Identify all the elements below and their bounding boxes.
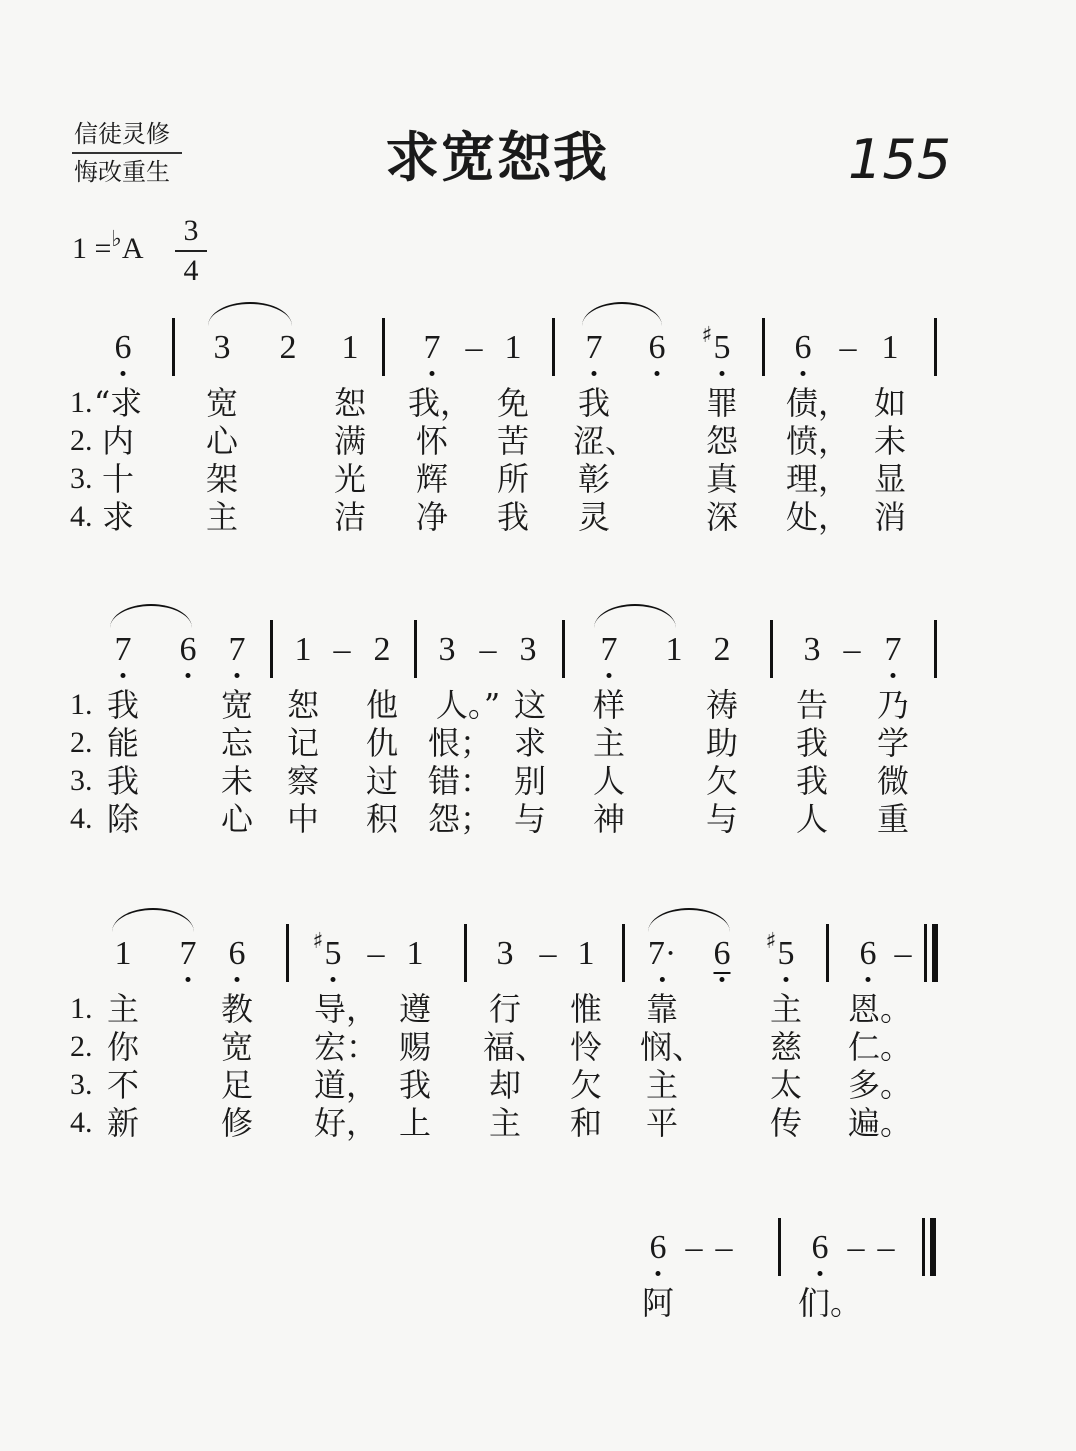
barline [286, 924, 289, 982]
note: 6 [228, 935, 246, 972]
lyric: 好， [313, 1104, 379, 1142]
time-signature-line [175, 250, 207, 252]
lyric: 主 [106, 990, 140, 1028]
lyric: 宽 [220, 1028, 254, 1066]
lyric: 助 [705, 724, 739, 762]
slur [594, 604, 676, 628]
time-signature-bottom: 4 [183, 254, 199, 287]
dash: – [843, 631, 861, 668]
lyric: 罪 [705, 384, 739, 422]
lyric: 净 [415, 498, 449, 536]
lyric: 人 [795, 800, 829, 838]
barline [552, 318, 555, 376]
lyric: 心 [220, 800, 254, 838]
slur [110, 604, 192, 628]
lyric: 我， [407, 384, 473, 422]
lyric: 多。 [847, 1066, 913, 1104]
lyric: 债， [785, 384, 851, 422]
dash: – [465, 329, 483, 366]
verse-number: 1. [70, 386, 93, 419]
verse-number: 2. [70, 726, 93, 759]
lyric: 涩、 [572, 422, 638, 460]
lyric: 辉 [415, 460, 449, 498]
lyric: 慈 [769, 1028, 803, 1066]
lyric: 和 [569, 1104, 603, 1142]
lyric: 上 [398, 1104, 432, 1142]
lyric: 遵 [398, 990, 432, 1028]
dash: – [877, 1229, 895, 1266]
lyric: 怨； [427, 800, 493, 838]
lyric: 我 [106, 686, 140, 724]
lyric: 主 [205, 498, 239, 536]
note: 7 [114, 631, 132, 668]
note: 6 [794, 329, 812, 366]
lyric: 恕 [333, 384, 367, 422]
lyric: 我 [398, 1066, 432, 1104]
lyric: 靠 [645, 990, 679, 1028]
lyric: 阿 [641, 1284, 675, 1322]
note: 7 [585, 329, 603, 366]
note: 2 [713, 631, 731, 668]
note: 3 [438, 631, 456, 668]
flat-sign: ♭ [111, 226, 122, 251]
note: 7 [423, 329, 441, 366]
lyric: 他 [365, 686, 399, 724]
lyric: 与 [513, 800, 547, 838]
hymn-title: 求宽恕我 [385, 126, 609, 189]
lyric: 我 [795, 724, 829, 762]
lyric: 理， [785, 460, 851, 498]
lyric: 主 [488, 1104, 522, 1142]
verse-number: 3. [70, 764, 93, 797]
lyric: 道， [313, 1066, 379, 1104]
lyric: 们。 [797, 1284, 863, 1322]
hymn-number: 155 [848, 128, 952, 191]
verse-number: 4. [70, 1106, 93, 1139]
lyric: 求 [513, 724, 547, 762]
verse-number: 3. [70, 1068, 93, 1101]
note: 6 [859, 935, 877, 972]
lyric: 灵 [577, 498, 611, 536]
final-barline-thin [924, 924, 927, 982]
final-barline-thick [930, 1218, 936, 1276]
dash: – [479, 631, 497, 668]
lyric: “求 [93, 384, 143, 422]
final-barline-thin [922, 1218, 925, 1276]
verse-number: 4. [70, 500, 93, 533]
note: 1 [341, 329, 359, 366]
lyric: 免 [496, 384, 530, 422]
lyric: 记 [286, 724, 320, 762]
note: 1 [665, 631, 683, 668]
lyric: 察 [286, 762, 320, 800]
barline [770, 620, 773, 678]
lyric: 求 [101, 498, 135, 536]
lyric: 能 [106, 724, 140, 762]
barline [172, 318, 175, 376]
lyric: 我 [496, 498, 530, 536]
note: 6 [114, 329, 132, 366]
lyric: 欠 [569, 1066, 603, 1104]
lyric: 神 [592, 800, 626, 838]
barline [934, 620, 937, 678]
key-letter: A [121, 232, 144, 265]
lyric: 重 [876, 800, 910, 838]
note: 3 [213, 329, 231, 366]
lyric: 教 [220, 990, 254, 1028]
verse-number: 3. [70, 462, 93, 495]
lyric: 足 [220, 1066, 254, 1104]
time-signature-top: 3 [183, 214, 199, 247]
lyric: 真 [705, 460, 739, 498]
lyric: 除 [106, 800, 140, 838]
lyric: 心 [205, 422, 239, 460]
barline [934, 318, 937, 376]
sharp-sign: ♯ [765, 929, 777, 954]
lyric: 所 [496, 460, 530, 498]
lyric: 新 [106, 1104, 140, 1142]
final-barline-thick [932, 924, 938, 982]
lyric: 我 [795, 762, 829, 800]
key-prefix: 1 = [72, 232, 112, 265]
lyric: 平 [645, 1104, 679, 1142]
note: 1 [504, 329, 522, 366]
slur [208, 302, 292, 326]
lyric: 愤， [785, 422, 851, 460]
lyric: 与 [705, 800, 739, 838]
lyric: 洁 [333, 498, 367, 536]
lyric: 未 [873, 422, 907, 460]
note: 6 [649, 1229, 667, 1266]
lyric: 我 [577, 384, 611, 422]
note: 6 [648, 329, 666, 366]
lyric: 样 [592, 686, 626, 724]
note: 7· [647, 935, 677, 972]
note: 2 [279, 329, 297, 366]
lyric: 显 [873, 460, 907, 498]
lyric: 错： [427, 762, 493, 800]
lyric: 传 [769, 1104, 803, 1142]
lyric: 这 [513, 686, 547, 724]
lyric: 微 [876, 762, 910, 800]
lyric: 行 [488, 990, 522, 1028]
lyric: 怜 [569, 1028, 603, 1066]
dash: – [839, 329, 857, 366]
verse-number: 4. [70, 802, 93, 835]
verse-number: 2. [70, 1030, 93, 1063]
dash: – [685, 1229, 703, 1266]
barline [382, 318, 385, 376]
lyric: 福、 [482, 1028, 548, 1066]
lyric: 消 [873, 498, 907, 536]
lyric: 我 [106, 762, 140, 800]
lyric: 欠 [705, 762, 739, 800]
lyric: 赐 [398, 1028, 432, 1066]
lyric: 恩。 [847, 990, 913, 1028]
category-label-2: 悔改重生 [74, 158, 170, 186]
lyric: 宽 [205, 384, 239, 422]
dash: – [367, 935, 385, 972]
barline [622, 924, 625, 982]
note: 3 [496, 935, 514, 972]
sharp-sign: ♯ [312, 929, 324, 954]
lyric: 处， [785, 498, 851, 536]
dash: – [333, 631, 351, 668]
lyric: 过 [365, 762, 399, 800]
lyric: 怨 [705, 422, 739, 460]
lyric: 仁。 [847, 1028, 913, 1066]
lyric: 乃 [876, 686, 910, 724]
note: 7 [884, 631, 902, 668]
key-signature [72, 226, 144, 266]
barline [826, 924, 829, 982]
barline [562, 620, 565, 678]
lyric: 人。” [435, 686, 501, 724]
lyric: 苦 [496, 422, 530, 460]
lyric: 修 [220, 1104, 254, 1142]
lyric: 却 [488, 1066, 522, 1104]
lyric: 人 [592, 762, 626, 800]
lyric: 不 [106, 1066, 140, 1104]
note: 1 [881, 329, 899, 366]
category-label-1: 信徒灵修 [74, 120, 170, 148]
barline [762, 318, 765, 376]
note: 1 [114, 935, 132, 972]
note: 7 [179, 935, 197, 972]
barline [414, 620, 417, 678]
dash: – [894, 935, 912, 972]
lyric: 深 [705, 498, 739, 536]
lyric: 内 [101, 422, 135, 460]
note: 3 [519, 631, 537, 668]
note-sharp: ♯ 5 [714, 330, 731, 366]
note: 7 [600, 631, 618, 668]
verse-number: 1. [70, 992, 93, 1025]
lyric: 祷 [705, 686, 739, 724]
lyric: 导， [313, 990, 379, 1028]
note: 1 [577, 935, 595, 972]
category-divider [72, 152, 182, 154]
lyric: 恨； [427, 724, 493, 762]
note: 1 [294, 631, 312, 668]
lyric: 主 [645, 1066, 679, 1104]
verse-number: 2. [70, 424, 93, 457]
note: 2 [373, 631, 391, 668]
lyric: 遍。 [847, 1104, 913, 1142]
slur [582, 302, 662, 326]
note: 7 [228, 631, 246, 668]
lyric: 告 [795, 686, 829, 724]
slur [112, 908, 194, 932]
verse-number: 1. [70, 688, 93, 721]
lyric: 你 [106, 1028, 140, 1066]
barline [270, 620, 273, 678]
lyric: 宏： [313, 1028, 379, 1066]
dash: – [715, 1229, 733, 1266]
lyric: 仇 [365, 724, 399, 762]
sharp-sign: ♯ [701, 323, 713, 348]
lyric: 别 [513, 762, 547, 800]
lyric: 主 [769, 990, 803, 1028]
note: 6 [811, 1229, 829, 1266]
lyric: 悯、 [639, 1028, 705, 1066]
lyric: 彰 [577, 460, 611, 498]
barline [464, 924, 467, 982]
lyric: 架 [205, 460, 239, 498]
dash: – [539, 935, 557, 972]
dash: – [847, 1229, 865, 1266]
lyric: 惟 [569, 990, 603, 1028]
lyric: 未 [220, 762, 254, 800]
note: 3 [803, 631, 821, 668]
lyric: 宽 [220, 686, 254, 724]
note: 1 [406, 935, 424, 972]
lyric: 十 [101, 460, 135, 498]
lyric: 如 [873, 384, 907, 422]
lyric: 中 [286, 800, 320, 838]
note-sharp: ♯ 5 [778, 936, 795, 972]
lyric: 满 [333, 422, 367, 460]
lyric: 忘 [220, 724, 254, 762]
lyric: 怀 [415, 422, 449, 460]
lyric: 学 [876, 724, 910, 762]
barline [778, 1218, 781, 1276]
note-underlined: 6 [713, 935, 731, 972]
lyric: 主 [592, 724, 626, 762]
lyric: 光 [333, 460, 367, 498]
note: 6 [179, 631, 197, 668]
lyric: 恕 [286, 686, 320, 724]
note-sharp: ♯ 5 [325, 936, 342, 972]
lyric: 积 [365, 800, 399, 838]
lyric: 太 [769, 1066, 803, 1104]
slur [648, 908, 730, 932]
